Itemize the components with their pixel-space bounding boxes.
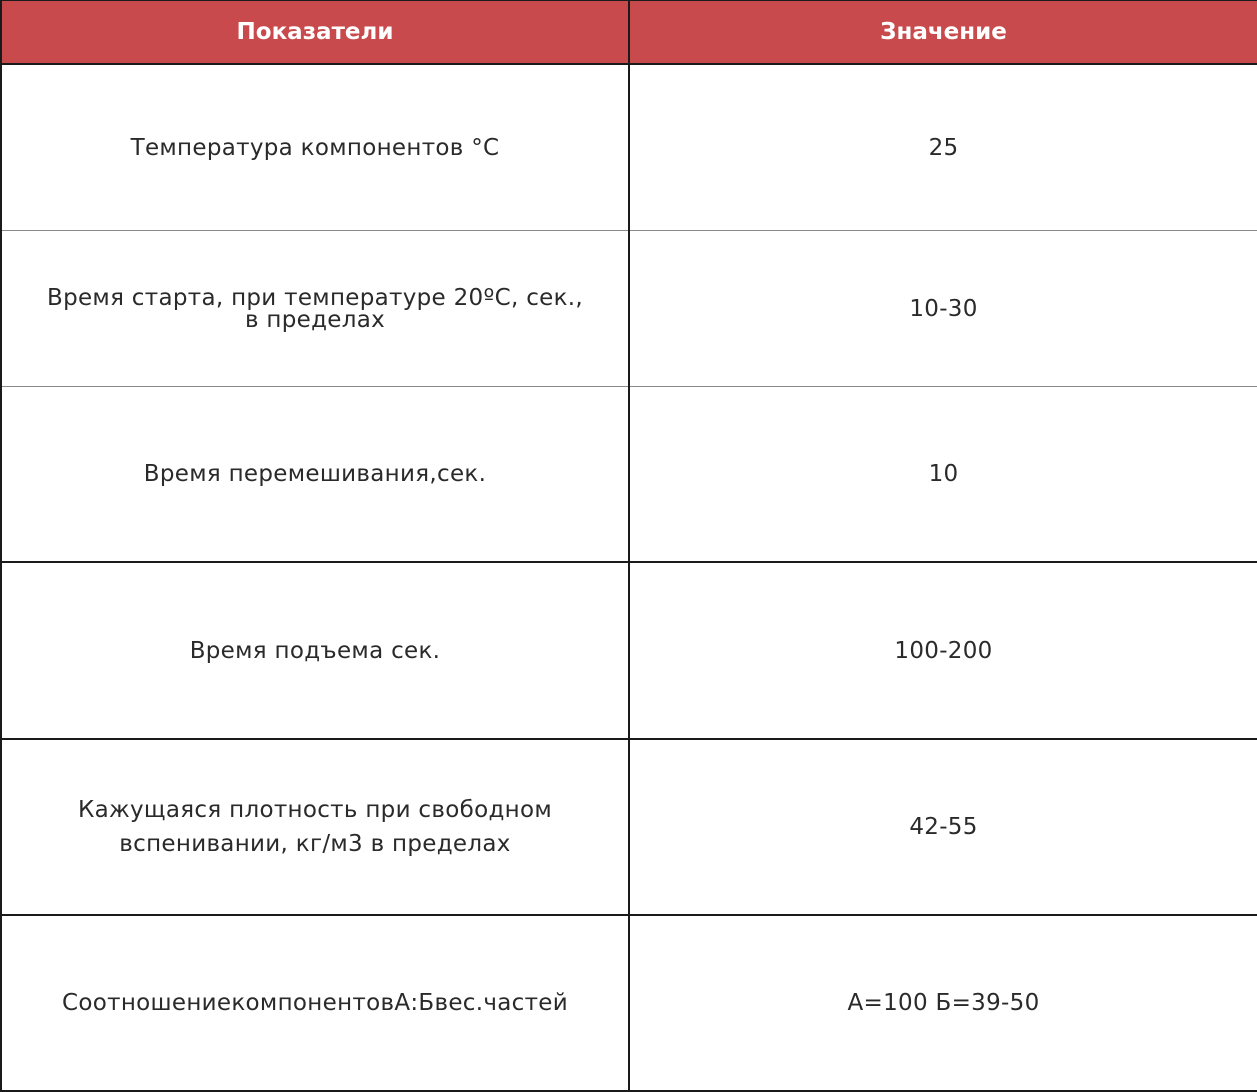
parameter-cell: Время перемешивания,сек. [1, 386, 629, 562]
value-cell: 25 [629, 64, 1257, 231]
value-cell: 100-200 [629, 562, 1257, 739]
table-body [1, 64, 1257, 1091]
parameter-cell: Температура компонентов °С [1, 64, 629, 231]
table-row [1, 739, 1257, 916]
parameter-cell: Время старта, при температуре 20ºС, сек., в пределах [1, 231, 629, 386]
header-value: Значение [629, 1, 1257, 65]
table-row [1, 562, 1257, 739]
header-parameters: Показатели [1, 1, 629, 65]
parameter-cell: Кажущаяся плотность при свободном вспенивании, кг/м3 в пределах [1, 739, 629, 916]
value-cell: 10-30 [629, 231, 1257, 386]
table-row [1, 915, 1257, 1091]
table-row [1, 386, 1257, 562]
parameter-cell: СоотношениекомпонентовА:Бвес.частей [1, 915, 629, 1091]
table-row [1, 64, 1257, 231]
value-cell: А=100 Б=39-50 [629, 915, 1257, 1091]
value-cell: 10 [629, 386, 1257, 562]
table-row [1, 231, 1257, 386]
table-header [1, 1, 1257, 65]
value-cell: 42-55 [629, 739, 1257, 916]
parameter-cell: Время подъема сек. [1, 562, 629, 739]
header-row [1, 1, 1257, 65]
